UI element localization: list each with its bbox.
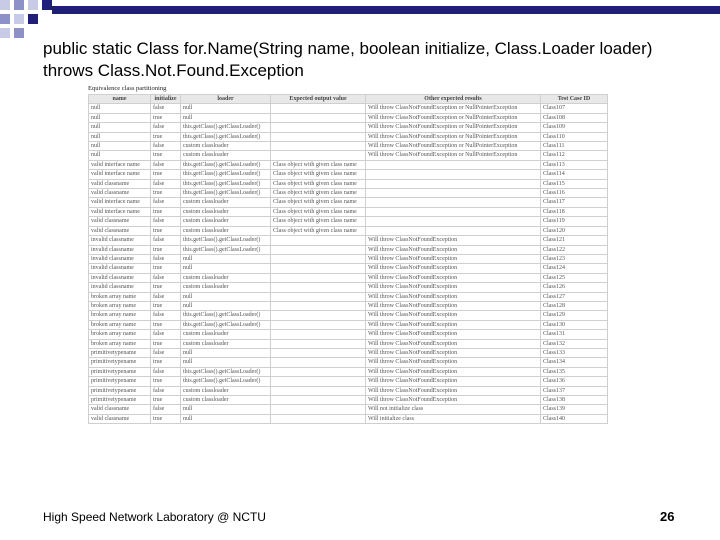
- table-cell: valid interface name: [89, 207, 151, 216]
- table-cell: invalid classname: [89, 283, 151, 292]
- table-cell: Will throw ClassNotFoundException or NullPointerException: [366, 113, 541, 122]
- table-row: [89, 301, 608, 310]
- table-cell: Class107: [541, 104, 608, 113]
- table-cell: null: [181, 414, 271, 423]
- table-row: [89, 189, 608, 198]
- table-cell: Class116: [541, 189, 608, 198]
- embedded-table-screenshot: [88, 84, 607, 424]
- table-row: [89, 414, 608, 423]
- table-row: [89, 405, 608, 414]
- table-cell: primitivetypename: [89, 348, 151, 357]
- table-cell: Will throw ClassNotFoundException: [366, 339, 541, 348]
- table-cell: broken array name: [89, 301, 151, 310]
- table-cell: Class object with given class name: [271, 189, 366, 198]
- table-cell: true: [151, 245, 181, 254]
- table-cell: Will throw ClassNotFoundException: [366, 273, 541, 282]
- table-cell: Class131: [541, 330, 608, 339]
- table-cell: false: [151, 311, 181, 320]
- table-row: [89, 170, 608, 179]
- table-cell: Class117: [541, 198, 608, 207]
- table-cell: Class135: [541, 367, 608, 376]
- table-cell: false: [151, 236, 181, 245]
- table-cell: custom classloader: [181, 386, 271, 395]
- table-cell: Class object with given class name: [271, 160, 366, 169]
- table-cell: broken array name: [89, 330, 151, 339]
- table-cell: valid classname: [89, 405, 151, 414]
- table-cell: this.getClass().getClassLoader(): [181, 123, 271, 132]
- table-cell: Class130: [541, 320, 608, 329]
- table-cell: Class113: [541, 160, 608, 169]
- table-cell: Class object with given class name: [271, 207, 366, 216]
- table-cell: null: [181, 254, 271, 263]
- table-cell: false: [151, 273, 181, 282]
- table-cell: Class139: [541, 405, 608, 414]
- table-cell: invalid classname: [89, 236, 151, 245]
- table-cell: custom classloader: [181, 207, 271, 216]
- table-cell: this.getClass().getClassLoader(): [181, 311, 271, 320]
- table-cell: false: [151, 348, 181, 357]
- table-cell: [366, 179, 541, 188]
- table-cell: this.getClass().getClassLoader(): [181, 367, 271, 376]
- table-cell: Class110: [541, 132, 608, 141]
- table-cell: false: [151, 104, 181, 113]
- table-cell: Class122: [541, 245, 608, 254]
- table-cell: true: [151, 170, 181, 179]
- table-row: [89, 339, 608, 348]
- table-cell: true: [151, 301, 181, 310]
- table-cell: broken array name: [89, 339, 151, 348]
- table-cell: custom classloader: [181, 330, 271, 339]
- table-cell: null: [181, 264, 271, 273]
- table-row: [89, 254, 608, 263]
- table-cell: Class120: [541, 226, 608, 235]
- table-cell: [271, 386, 366, 395]
- column-header: Other expected results: [366, 95, 541, 104]
- table-row: [89, 123, 608, 132]
- table-cell: valid classname: [89, 414, 151, 423]
- table-cell: null: [89, 132, 151, 141]
- table-cell: Will throw ClassNotFoundException or NullPointerException: [366, 151, 541, 160]
- table-cell: custom classloader: [181, 339, 271, 348]
- table-cell: invalid classname: [89, 245, 151, 254]
- table-cell: Class132: [541, 339, 608, 348]
- table-header-row: [89, 95, 608, 104]
- table-cell: Will throw ClassNotFoundException: [366, 396, 541, 405]
- table-cell: [271, 264, 366, 273]
- table-row: [89, 396, 608, 405]
- table-cell: false: [151, 123, 181, 132]
- table-row: [89, 179, 608, 188]
- table-cell: false: [151, 198, 181, 207]
- table-cell: [366, 207, 541, 216]
- table-cell: Will throw ClassNotFoundException: [366, 283, 541, 292]
- slide-title: public static Class for.Name(String name, boolean initialize, Class.Loader loader) throws Class.Not.Found.Exception: [43, 39, 653, 80]
- table-cell: [271, 348, 366, 357]
- table-cell: null: [89, 123, 151, 132]
- table-cell: valid interface name: [89, 170, 151, 179]
- table-cell: Will throw ClassNotFoundException or NullPointerException: [366, 123, 541, 132]
- table-row: [89, 348, 608, 357]
- table-row: [89, 132, 608, 141]
- table-cell: this.getClass().getClassLoader(): [181, 320, 271, 329]
- table-row: [89, 367, 608, 376]
- table-cell: Will throw ClassNotFoundException: [366, 367, 541, 376]
- table-cell: [271, 142, 366, 151]
- column-header: loader: [181, 95, 271, 104]
- table-cell: Will throw ClassNotFoundException or NullPointerException: [366, 132, 541, 141]
- table-cell: Class124: [541, 264, 608, 273]
- table-cell: null: [181, 113, 271, 122]
- table-cell: true: [151, 414, 181, 423]
- table-cell: Class121: [541, 236, 608, 245]
- table-cell: primitivetypename: [89, 386, 151, 395]
- table-cell: [271, 283, 366, 292]
- table-cell: this.getClass().getClassLoader(): [181, 245, 271, 254]
- table-cell: Will throw ClassNotFoundException: [366, 330, 541, 339]
- table-cell: [271, 396, 366, 405]
- table-cell: [271, 113, 366, 122]
- table-cell: this.getClass().getClassLoader(): [181, 160, 271, 169]
- table-cell: true: [151, 320, 181, 329]
- table-cell: null: [181, 301, 271, 310]
- table-cell: Class138: [541, 396, 608, 405]
- table-cell: [366, 217, 541, 226]
- table-body: [89, 104, 608, 424]
- table-row: [89, 330, 608, 339]
- column-header: name: [89, 95, 151, 104]
- table-cell: [271, 405, 366, 414]
- table-cell: false: [151, 160, 181, 169]
- table-cell: Class123: [541, 254, 608, 263]
- table-cell: false: [151, 179, 181, 188]
- table-cell: [271, 311, 366, 320]
- table-row: [89, 320, 608, 329]
- table-cell: custom classloader: [181, 396, 271, 405]
- table-cell: Class object with given class name: [271, 226, 366, 235]
- table-cell: [271, 358, 366, 367]
- table-cell: Class109: [541, 123, 608, 132]
- table-row: [89, 113, 608, 122]
- table-cell: custom classloader: [181, 226, 271, 235]
- table-cell: false: [151, 330, 181, 339]
- table-cell: Class128: [541, 301, 608, 310]
- table-cell: broken array name: [89, 320, 151, 329]
- table-cell: true: [151, 132, 181, 141]
- table-cell: [271, 377, 366, 386]
- table-cell: true: [151, 358, 181, 367]
- table-row: [89, 104, 608, 113]
- title-bar-line: [52, 6, 720, 14]
- footer-text: High Speed Network Laboratory @ NCTU: [43, 510, 266, 524]
- table-cell: [271, 301, 366, 310]
- table-cell: [366, 160, 541, 169]
- table-cell: Will not initialize class: [366, 405, 541, 414]
- table-cell: null: [181, 358, 271, 367]
- table-cell: this.getClass().getClassLoader(): [181, 132, 271, 141]
- table-cell: [271, 292, 366, 301]
- table-cell: custom classloader: [181, 217, 271, 226]
- table-cell: this.getClass().getClassLoader(): [181, 377, 271, 386]
- table-cell: true: [151, 396, 181, 405]
- table-cell: true: [151, 113, 181, 122]
- table-cell: Will throw ClassNotFoundException: [366, 254, 541, 263]
- table-cell: null: [181, 405, 271, 414]
- table-cell: [366, 226, 541, 235]
- table-cell: false: [151, 405, 181, 414]
- table-cell: custom classloader: [181, 142, 271, 151]
- table-cell: Class129: [541, 311, 608, 320]
- table-cell: broken array name: [89, 311, 151, 320]
- table-cell: true: [151, 283, 181, 292]
- table-cell: [271, 330, 366, 339]
- table-cell: Will throw ClassNotFoundException: [366, 358, 541, 367]
- table-cell: invalid classname: [89, 273, 151, 282]
- table-row: [89, 245, 608, 254]
- table-caption: Equivalence class partitioning: [88, 85, 167, 92]
- column-header: Test Case ID: [541, 95, 608, 104]
- table-cell: [271, 273, 366, 282]
- table-cell: [271, 245, 366, 254]
- table-cell: true: [151, 377, 181, 386]
- table-cell: false: [151, 386, 181, 395]
- table-row: [89, 292, 608, 301]
- table-cell: this.getClass().getClassLoader(): [181, 179, 271, 188]
- table-cell: valid interface name: [89, 198, 151, 207]
- table-cell: Will initialize class: [366, 414, 541, 423]
- table-cell: null: [89, 113, 151, 122]
- table-row: [89, 264, 608, 273]
- table-cell: valid interface name: [89, 160, 151, 169]
- table-cell: Will throw ClassNotFoundException: [366, 236, 541, 245]
- table-cell: [271, 123, 366, 132]
- table-cell: Class126: [541, 283, 608, 292]
- table-cell: true: [151, 226, 181, 235]
- table-row: [89, 198, 608, 207]
- table-cell: null: [89, 142, 151, 151]
- table-cell: primitivetypename: [89, 377, 151, 386]
- table-cell: valid classname: [89, 217, 151, 226]
- table-cell: false: [151, 142, 181, 151]
- table-cell: false: [151, 254, 181, 263]
- table-cell: [271, 236, 366, 245]
- table-cell: Class object with given class name: [271, 217, 366, 226]
- table-row: [89, 160, 608, 169]
- table-cell: [271, 339, 366, 348]
- table-cell: primitivetypename: [89, 358, 151, 367]
- column-header: initialize: [151, 95, 181, 104]
- table-cell: [366, 189, 541, 198]
- table-cell: true: [151, 189, 181, 198]
- table-cell: null: [89, 104, 151, 113]
- table-cell: Will throw ClassNotFoundException: [366, 348, 541, 357]
- table-row: [89, 311, 608, 320]
- table-cell: broken array name: [89, 292, 151, 301]
- table-cell: Class119: [541, 217, 608, 226]
- table-cell: [271, 320, 366, 329]
- table-cell: false: [151, 292, 181, 301]
- table-cell: null: [181, 348, 271, 357]
- table-cell: false: [151, 367, 181, 376]
- table-cell: Class115: [541, 179, 608, 188]
- table-cell: null: [89, 151, 151, 160]
- table-cell: custom classloader: [181, 273, 271, 282]
- table-cell: Class108: [541, 113, 608, 122]
- table-row: [89, 358, 608, 367]
- table-cell: Class object with given class name: [271, 198, 366, 207]
- table-cell: Will throw ClassNotFoundException: [366, 311, 541, 320]
- table-cell: Class118: [541, 207, 608, 216]
- table-cell: Class object with given class name: [271, 170, 366, 179]
- table-cell: Will throw ClassNotFoundException or NullPointerException: [366, 142, 541, 151]
- table-cell: Will throw ClassNotFoundException: [366, 245, 541, 254]
- table-cell: Class133: [541, 348, 608, 357]
- table-cell: true: [151, 264, 181, 273]
- table-cell: valid classname: [89, 226, 151, 235]
- table-cell: Class114: [541, 170, 608, 179]
- table-cell: Will throw ClassNotFoundException: [366, 320, 541, 329]
- table-row: [89, 207, 608, 216]
- table-cell: valid classname: [89, 179, 151, 188]
- table-cell: [366, 198, 541, 207]
- table-cell: Class127: [541, 292, 608, 301]
- table-cell: Class111: [541, 142, 608, 151]
- table-cell: invalid classname: [89, 264, 151, 273]
- table-cell: [271, 104, 366, 113]
- table-cell: Class140: [541, 414, 608, 423]
- column-header: Expected output value: [271, 95, 366, 104]
- table-row: [89, 386, 608, 395]
- table-cell: Class125: [541, 273, 608, 282]
- table-row: [89, 226, 608, 235]
- table-cell: null: [181, 104, 271, 113]
- table-cell: custom classloader: [181, 151, 271, 160]
- table-cell: [271, 367, 366, 376]
- table-cell: Class137: [541, 386, 608, 395]
- table-cell: this.getClass().getClassLoader(): [181, 189, 271, 198]
- table-row: [89, 236, 608, 245]
- table-row: [89, 151, 608, 160]
- table-cell: valid classname: [89, 189, 151, 198]
- table-cell: [271, 132, 366, 141]
- table-cell: this.getClass().getClassLoader(): [181, 236, 271, 245]
- table-cell: primitivetypename: [89, 367, 151, 376]
- table-cell: [271, 151, 366, 160]
- table-cell: Class136: [541, 377, 608, 386]
- table-row: [89, 283, 608, 292]
- table-row: [89, 142, 608, 151]
- table-cell: Class134: [541, 358, 608, 367]
- table-cell: Will throw ClassNotFoundException or NullPointerException: [366, 104, 541, 113]
- table-row: [89, 377, 608, 386]
- table-cell: custom classloader: [181, 283, 271, 292]
- table-cell: [366, 170, 541, 179]
- table-cell: Will throw ClassNotFoundException: [366, 301, 541, 310]
- table-cell: invalid classname: [89, 254, 151, 263]
- table-cell: true: [151, 207, 181, 216]
- table-cell: this.getClass().getClassLoader(): [181, 170, 271, 179]
- table-row: [89, 217, 608, 226]
- table-cell: Will throw ClassNotFoundException: [366, 386, 541, 395]
- page-number: 26: [660, 509, 675, 524]
- test-case-table: [88, 94, 608, 424]
- table-row: [89, 273, 608, 282]
- table-cell: Will throw ClassNotFoundException: [366, 377, 541, 386]
- table-cell: [271, 414, 366, 423]
- table-cell: false: [151, 217, 181, 226]
- table-cell: true: [151, 151, 181, 160]
- table-cell: custom classloader: [181, 198, 271, 207]
- table-cell: null: [181, 292, 271, 301]
- table-cell: [271, 254, 366, 263]
- table-cell: true: [151, 339, 181, 348]
- table-cell: Class object with given class name: [271, 179, 366, 188]
- table-cell: Class112: [541, 151, 608, 160]
- table-cell: primitivetypename: [89, 396, 151, 405]
- table-cell: Will throw ClassNotFoundException: [366, 264, 541, 273]
- table-cell: Will throw ClassNotFoundException: [366, 292, 541, 301]
